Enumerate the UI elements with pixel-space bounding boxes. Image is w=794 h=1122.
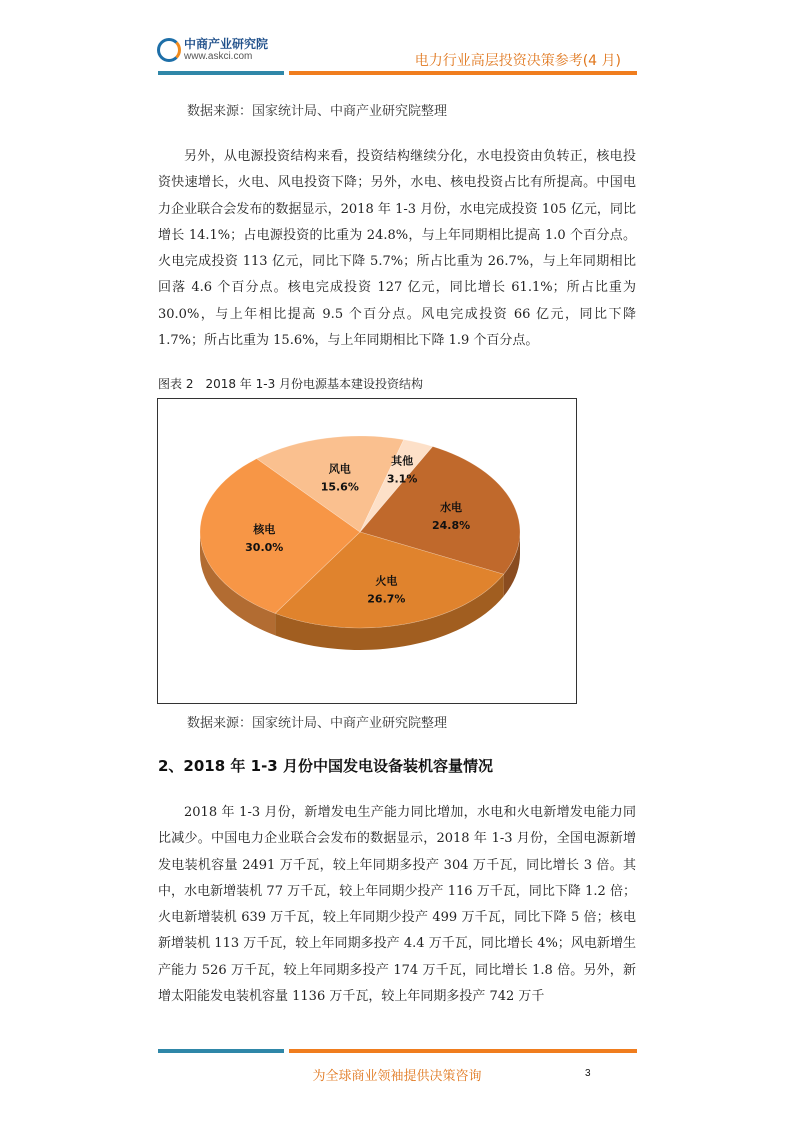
footer-divider-orange [289,1049,637,1053]
pie-label-value: 24.8% [431,518,471,532]
header-divider-orange [289,71,637,75]
pie-label-value: 30.0% [245,541,284,555]
document-title: 电力行业高层投资决策参考(4 月) [414,53,621,69]
paragraph-investment-structure [158,144,636,354]
logo-name: 中商产业研究院 [184,37,269,51]
logo-url: www.askci.com [184,51,253,62]
pie-label-name: 风电 [328,462,351,476]
figure-caption: 图表 2 2018 年 1-3 月份电源基本建设投资结构 [158,377,424,391]
logo-circle-icon [157,38,181,62]
pie-chart-frame [157,398,577,704]
company-logo [157,38,268,62]
footer-slogan: 为全球商业领袖提供决策咨询 [312,1069,482,1084]
pie-label-name: 火电 [375,574,398,588]
paragraph-text: 2018 年 1-3 月份，新增发电生产能力同比增加，水电和火电新增发电能力同比减少。中国电力企业联合会发布的数据显示，2018 年 1-3 月份，全国电源新增发电装机容量 2491 万千瓦，较上年同期多投产 304 万千瓦，同比增长 3 倍。其中，水电新增装机 77 万千瓦，较上年同期少投产 116 万千瓦，同比下降 1.2 倍；火电新增装机 639 万千瓦，较上年同期少投产 499 万千瓦，同比下降 5 倍；核电新增装机 113 万千瓦，较上年同期多投产 4.4 万千瓦，同比增长 4%；风电新增生产能力 526 万千瓦，较上年同期多投产 174 万千瓦，同比增长 1.8 倍。另外，新增太阳能发电装机容量 1136 万千瓦，较上年同期多投产 742 万千 [158,805,636,1005]
pie-label-value: 26.7% [367,592,406,606]
pie-chart [158,399,578,705]
page-number: 3 [585,1068,591,1079]
pie-label-value: 3.1% [386,472,418,486]
source-note-top: 数据来源：国家统计局、中商产业研究院整理 [187,104,448,119]
section-heading: 2、2018 年 1-3 月份中国发电设备装机容量情况 [158,757,493,775]
header-divider-blue [158,71,284,75]
source-note-chart: 数据来源：国家统计局、中商产业研究院整理 [187,716,448,731]
paragraph-installed-capacity [158,800,636,1010]
footer-divider-blue [158,1049,284,1053]
pie-label-name: 水电 [440,500,463,514]
paragraph-text: 另外，从电源投资结构来看，投资结构继续分化，水电投资由负转正，核电投资快速增长，火电、风电投资下降；另外，水电、核电投资占比有所提高。中国电力企业联合会发布的数据显示，2018 年 1-3 月份，水电完成投资 105 亿元，同比增长 14.1%；占电源投资的比重为 24.8%，与上年同期相比提高 1.0 个百分点。火电完成投资 113 亿元，同比下降 5.7%；所占比重为 26.7%，与上年同期相比回落 4.6 个百分点。核电完成投资 127 亿元，同比增长 61.1%；所占比重为 30.0%，与上年相比提高 9.5 个百分点。风电完成投资 66 亿元，同比下降 1.7%；所占比重为 15.6%，与上年同期相比下降 1.9 个百分点。 [158,149,636,349]
pie-label-name: 其他 [391,454,414,468]
pie-label-value: 15.6% [320,480,359,494]
pie-label-name: 核电 [253,523,276,537]
